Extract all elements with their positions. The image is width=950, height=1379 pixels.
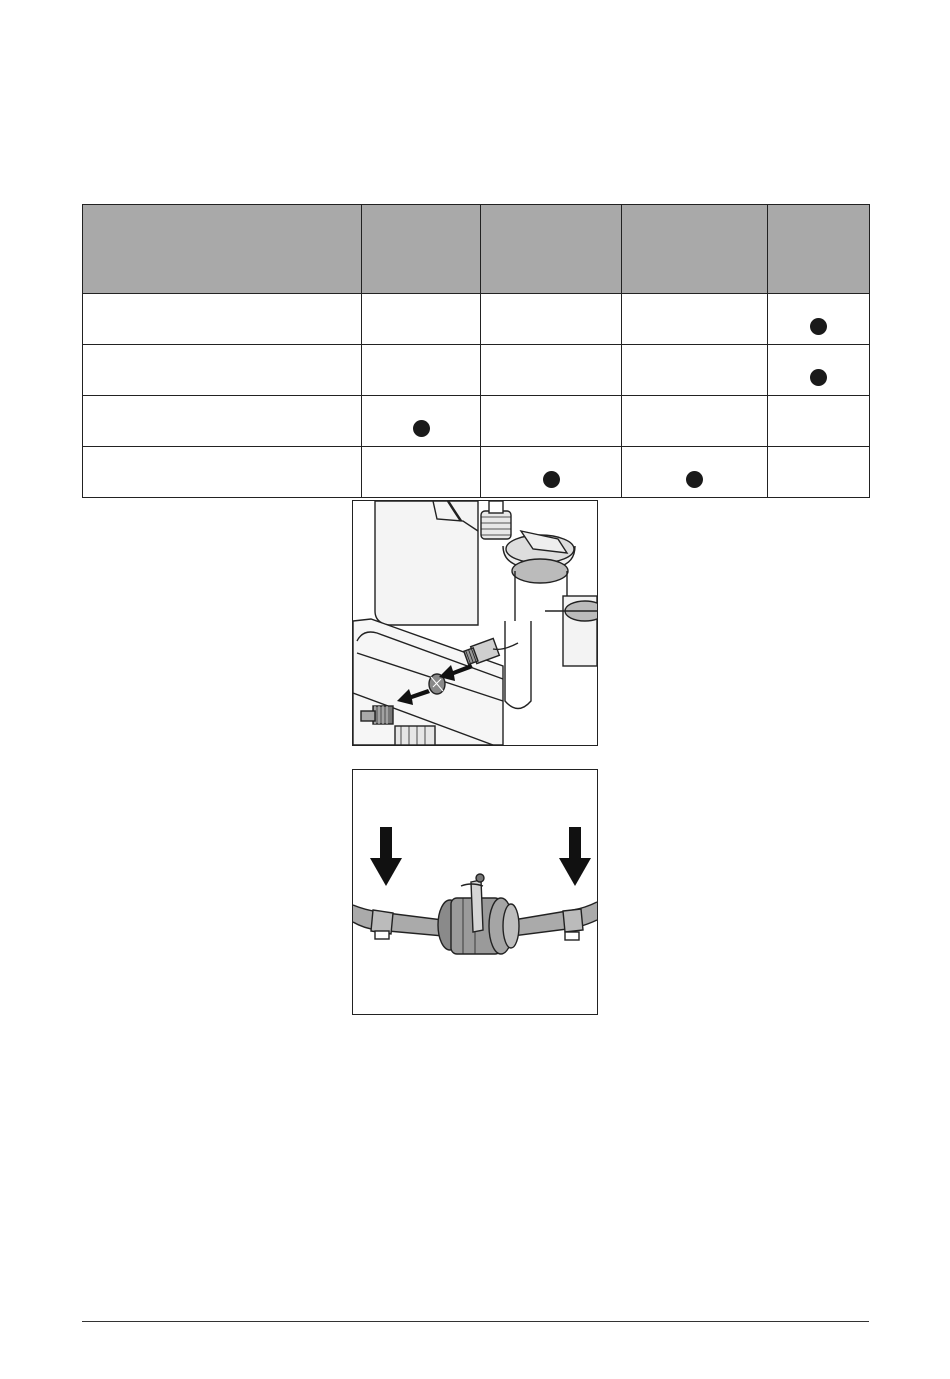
- check-dot-icon: [810, 318, 827, 335]
- table-row: [83, 345, 870, 396]
- row-cell: [768, 447, 870, 498]
- row-task: [83, 447, 362, 498]
- row-cell: [622, 345, 768, 396]
- row-cell: [622, 447, 768, 498]
- row-cell: [622, 396, 768, 447]
- filter-removal-illustration-icon: [353, 501, 597, 745]
- row-cell: [481, 396, 622, 447]
- row-cell: [362, 396, 481, 447]
- check-dot-icon: [810, 369, 827, 386]
- row-task: [83, 345, 362, 396]
- row-cell: [481, 294, 622, 345]
- row-cell: [362, 345, 481, 396]
- header-interval-2: [481, 205, 622, 294]
- maintenance-table: [82, 204, 870, 498]
- row-cell: [362, 447, 481, 498]
- row-cell: [622, 294, 768, 345]
- table-row: [83, 447, 870, 498]
- filter-removal-figure: [352, 500, 598, 746]
- header-interval-3: [622, 205, 768, 294]
- table-row: [83, 396, 870, 447]
- row-task: [83, 294, 362, 345]
- check-dot-icon: [413, 420, 430, 437]
- header-task: [83, 205, 362, 294]
- row-cell: [768, 294, 870, 345]
- row-task: [83, 396, 362, 447]
- table-header-row: [83, 205, 870, 294]
- inline-filter-illustration-icon: [353, 770, 597, 1014]
- footer-rule: [82, 1321, 869, 1322]
- header-interval-4: [768, 205, 870, 294]
- check-dot-icon: [686, 471, 703, 488]
- row-cell: [362, 294, 481, 345]
- row-cell: [481, 345, 622, 396]
- inline-filter-figure: [352, 769, 598, 1015]
- row-cell: [481, 447, 622, 498]
- row-cell: [768, 396, 870, 447]
- header-interval-1: [362, 205, 481, 294]
- row-cell: [768, 345, 870, 396]
- check-dot-icon: [543, 471, 560, 488]
- table-row: [83, 294, 870, 345]
